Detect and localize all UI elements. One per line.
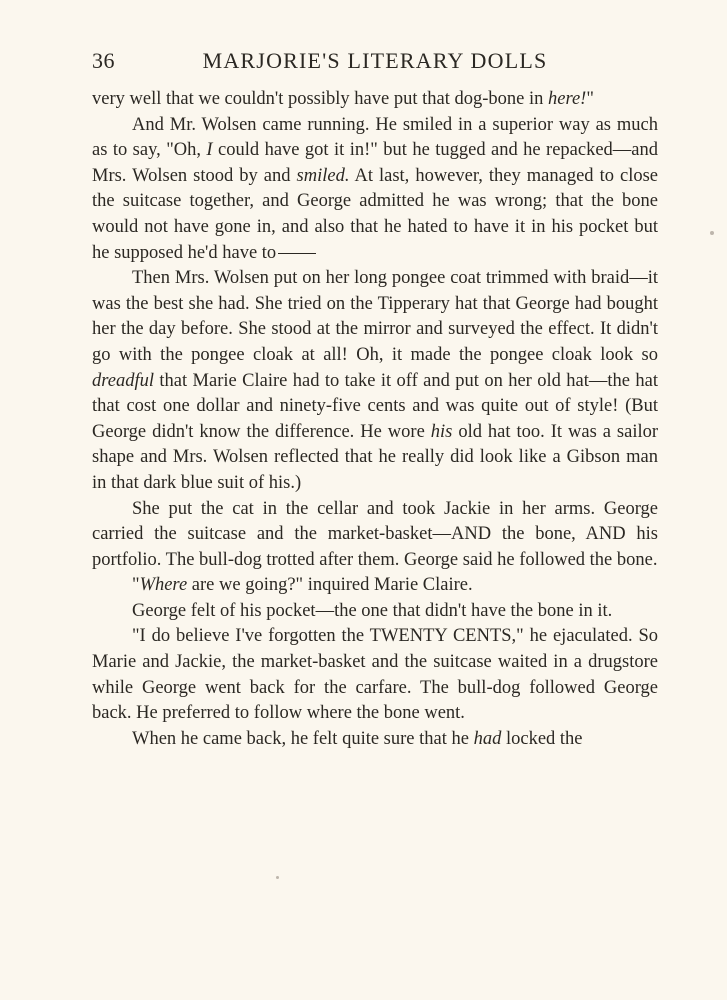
page-header <box>92 44 658 78</box>
paper-speck <box>710 231 714 235</box>
page-number: 36 <box>92 48 115 73</box>
text-segment: "I do believe I've forgotten the TWENTY CENTS," he ejaculated. So Marie and Jackie, the market-basket and the suitcase waited in a drugstore while George went back for the carfare. The bull-dog followed George back. He preferred to follow where the bone went. <box>92 626 658 724</box>
text-segment: that Marie Claire had to take it off and put on her old hat—the hat that cost one dollar and ninety-five cents and was quite out of style! (But George didn't know the difference. He wore <box>92 370 658 442</box>
text-segment: " <box>132 575 140 596</box>
text-segment-italic: smiled. <box>296 165 350 186</box>
text-segment: George felt of his pocket—the one that didn't have the bone in it. <box>132 600 613 621</box>
text-segment-italic: his <box>430 421 453 442</box>
paragraph-7 <box>92 624 658 726</box>
paper-speck <box>276 876 279 879</box>
text-segment: And Mr. Wolsen came running. He smiled in a superior way as much as to say, "Oh, <box>92 114 658 161</box>
text-segment: could have got it in!" but he tugged and he repacked—and Mrs. Wolsen stood by and <box>92 140 659 186</box>
paragraph-4 <box>92 497 658 574</box>
text-segment-italic: here! <box>547 89 587 109</box>
text-segment-italic: Where <box>139 575 188 596</box>
body-text <box>92 87 658 752</box>
running-head: MARJORIE'S LITERARY DOLLS <box>202 48 548 73</box>
text-segment: are we going?" inquired Marie Claire. <box>187 575 473 596</box>
text-segment-italic: had <box>473 728 502 749</box>
paragraph-5 <box>92 573 658 599</box>
paragraph-2 <box>92 113 658 267</box>
text-segment: locked the <box>501 728 583 749</box>
text-segment: old hat too. It was a sailor shape and Mrs. Wolsen reflected that he really did look like a Gibson man in that dark blue suit of his.) <box>92 421 659 493</box>
text-segment: Then Mrs. Wolsen put on her long pongee coat trimmed with braid—it was the best she had. She tried on the Tipperary hat that George had bought her the day before. She stood at the mirror and surveyed the effect. It didn't go with the pongee cloak at all! Oh, it made the pongee cloak look so <box>92 268 658 365</box>
paragraph-8 <box>92 727 658 753</box>
paragraph-3 <box>92 266 658 496</box>
text-segment: When he came back, he felt quite sure that he <box>132 728 474 749</box>
text-segment-italic: I <box>206 140 213 161</box>
paragraph-1 <box>92 87 658 113</box>
text-segment: At last, however, they managed to close the suitcase together, and George admitted he was wrong; that the bone would not have gone in, and also that he hated to have it in his pocket but he supposed he'd have to <box>92 165 658 263</box>
text-segment: She put the cat in the cellar and took Jackie in her arms. George carried the suitcase and the market-basket—AND the bone, AND his portfolio. The bull-dog trotted after them. George said he followed the bone. <box>92 498 658 570</box>
text-segment: very well that we couldn't possibly have put that dog-bone in <box>92 89 548 109</box>
text-segment-italic: dreadful <box>92 370 155 391</box>
em-dash-rule <box>278 253 316 254</box>
paragraph-6 <box>92 599 658 625</box>
text-segment: " <box>586 89 594 109</box>
